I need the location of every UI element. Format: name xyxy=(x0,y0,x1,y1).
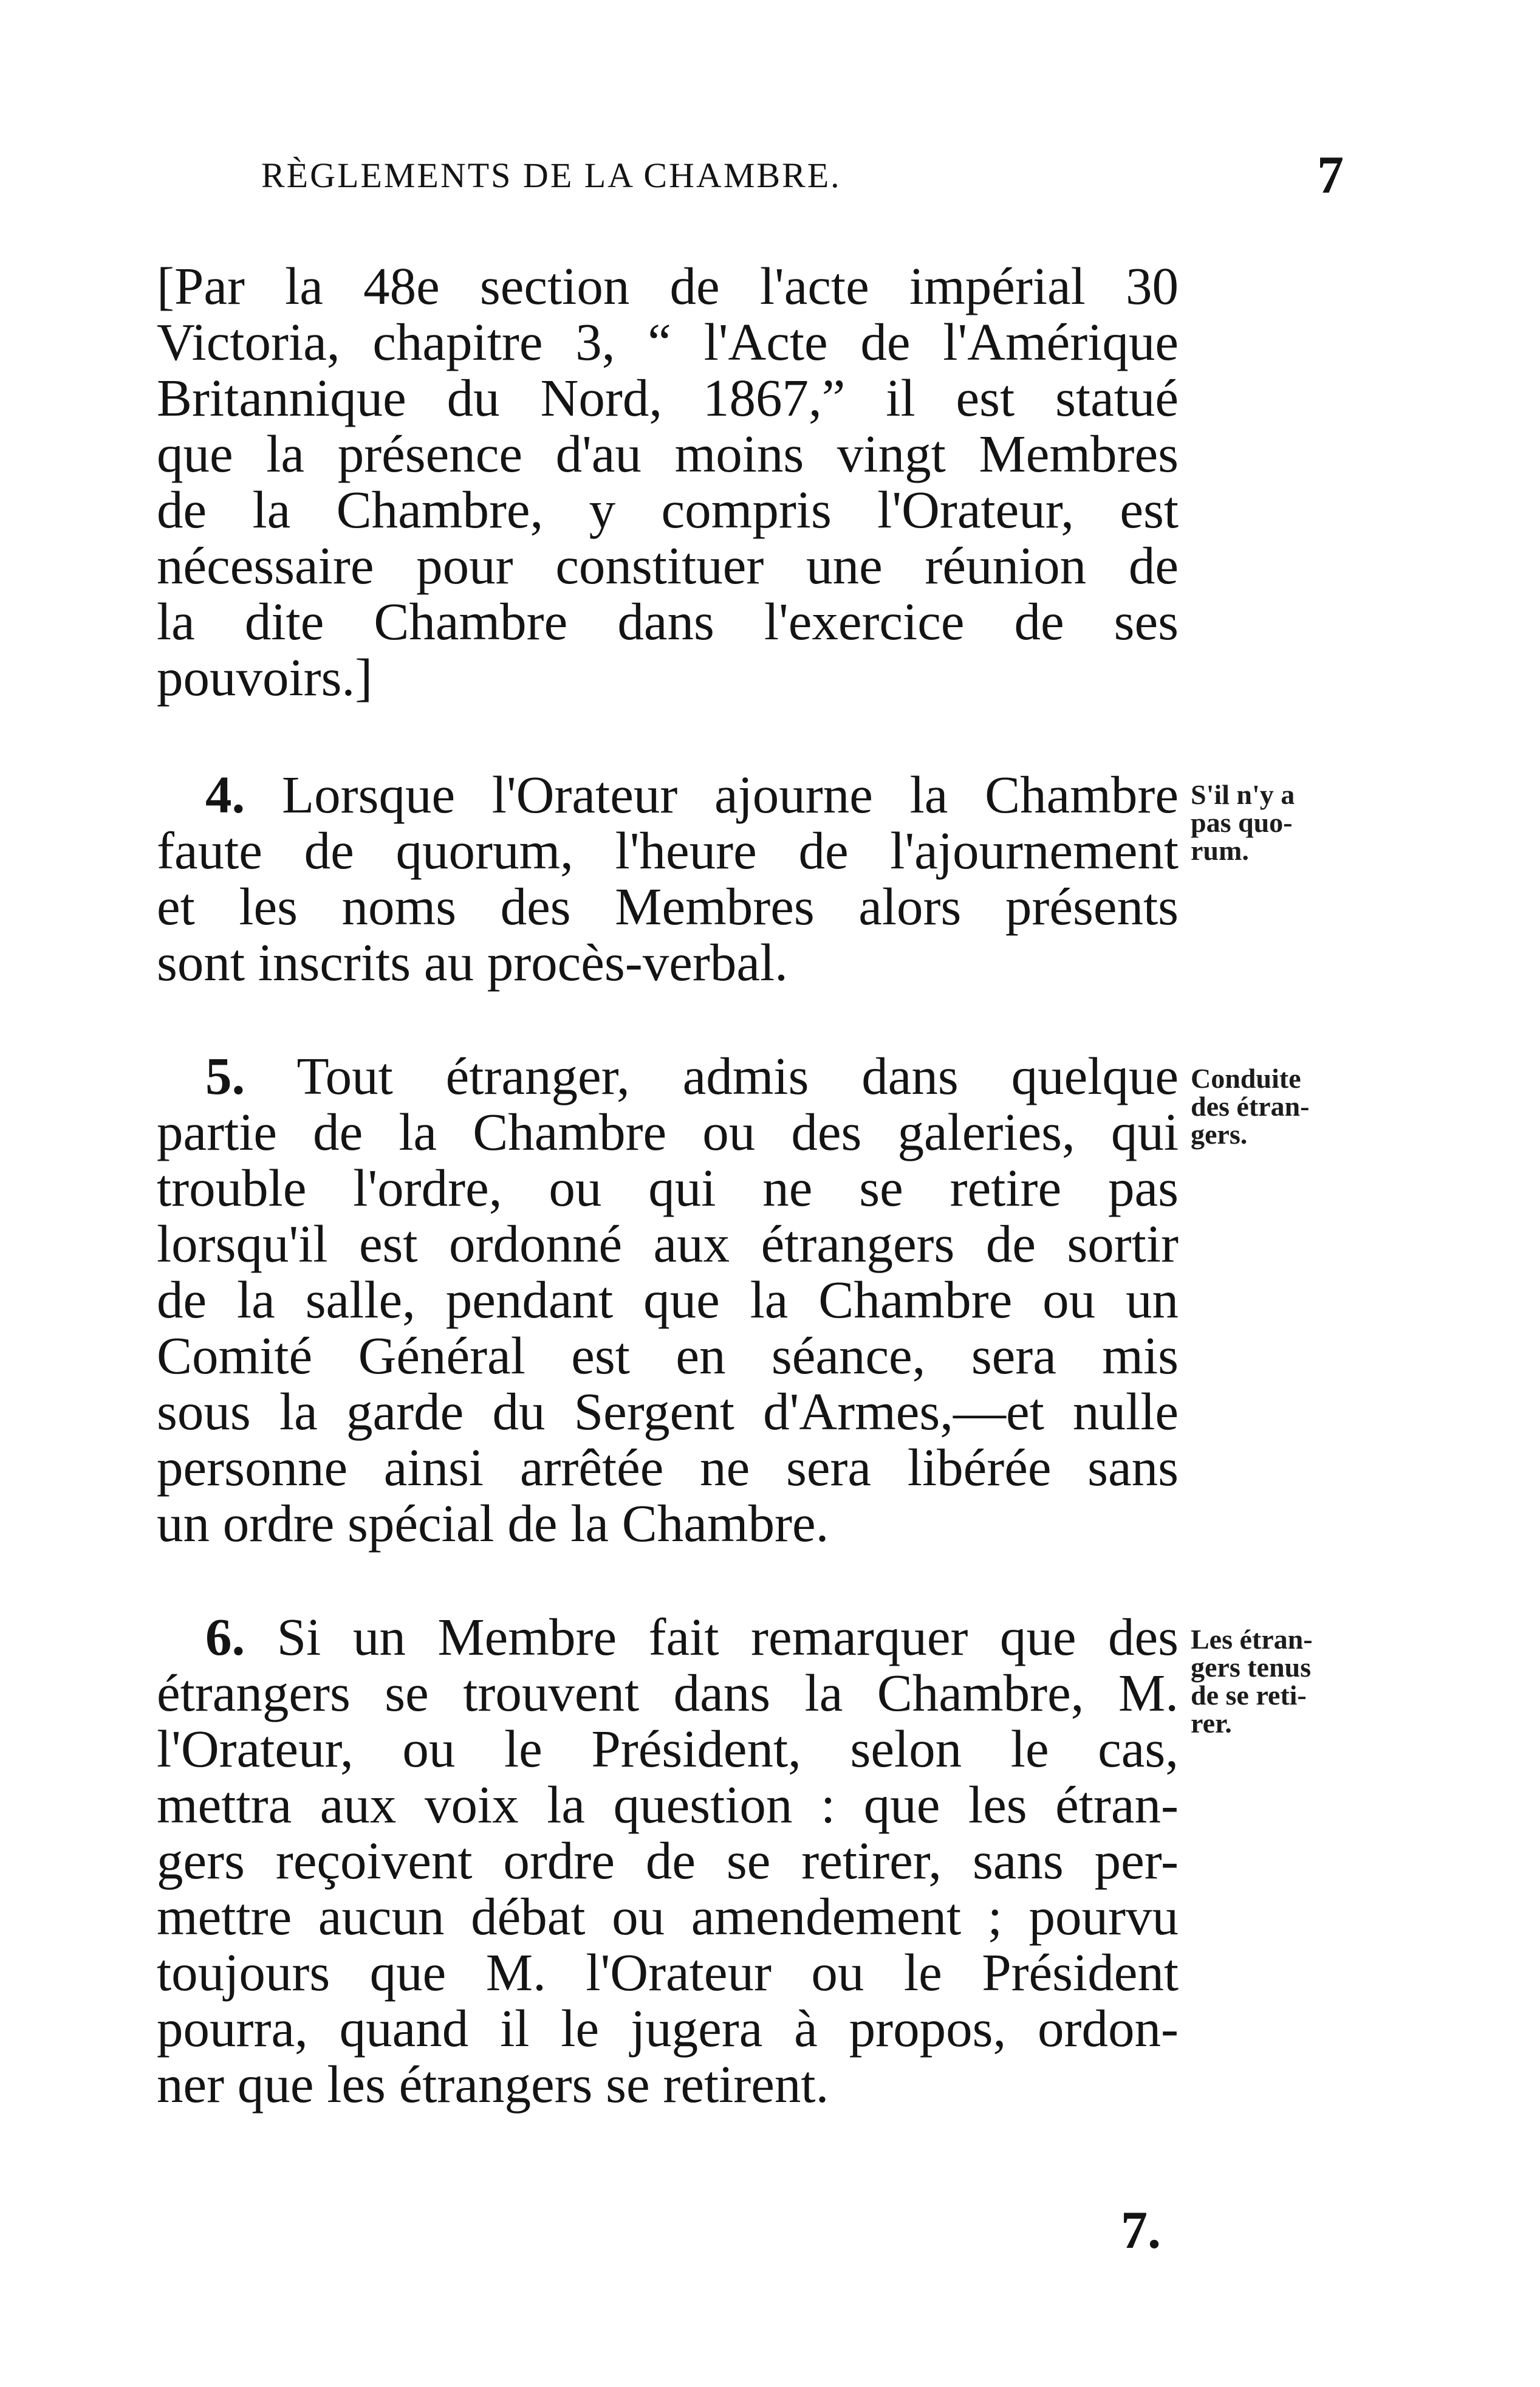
margin-note-line: de se reti- xyxy=(1191,1680,1307,1711)
rule-line: lorsqu'il est ordonné aux étrangers de sortir xyxy=(157,1214,1179,1273)
rule-number: 5. xyxy=(205,1046,245,1105)
rule-line: un ordre spécial de la Chambre. xyxy=(157,1494,829,1553)
note-line: nécessaire pour constituer une réunion de xyxy=(157,536,1179,595)
rule-line: Lorsque l'Orateur ajourne la Chambre xyxy=(281,765,1179,824)
rule-line: pourra, quand il le jugera à propos, ordon- xyxy=(157,1999,1179,2058)
margin-note-line: gers tenus xyxy=(1191,1652,1312,1683)
rule-number: 4. xyxy=(205,765,245,824)
rule-line: de la salle, pendant que la Chambre ou un xyxy=(157,1270,1179,1329)
rule-5 xyxy=(157,1048,1179,1551)
note-line: pouvoirs.] xyxy=(157,648,373,707)
margin-note-quorum xyxy=(1191,781,1391,865)
margin-note-line: Conduite xyxy=(1191,1063,1301,1094)
rule-4 xyxy=(157,767,1179,991)
rule-line: et les noms des Membres alors présents xyxy=(157,877,1179,936)
margin-note-line: rum. xyxy=(1191,835,1249,866)
signature-mark: 7. xyxy=(1121,2201,1161,2260)
rule-line: étrangers se trouvent dans la Chambre, M. xyxy=(157,1663,1179,1722)
rule-6 xyxy=(157,1609,1179,2112)
rule-line: ner que les étrangers se retirent. xyxy=(157,2055,829,2114)
margin-note-line: pas quo- xyxy=(1191,807,1293,838)
note-line: Victoria, chapitre 3, “ l'Acte de l'Amérique xyxy=(157,312,1179,371)
note-line: que la présence d'au moins vingt Membres xyxy=(157,424,1179,483)
rule-line: Tout étranger, admis dans quelque xyxy=(296,1046,1179,1105)
rule-line: mettre aucun débat ou amendement ; pourvu xyxy=(157,1887,1179,1946)
margin-note-line: rer. xyxy=(1191,1708,1232,1739)
note-line: la dite Chambre dans l'exercice de ses xyxy=(157,592,1179,651)
rule-first-line xyxy=(157,1609,1179,1665)
rule-line: mettra aux voix la question : que les étran- xyxy=(157,1775,1179,1834)
rule-first-line xyxy=(157,767,1179,823)
note-line: [Par la 48e section de l'acte impérial 30 xyxy=(157,256,1179,315)
rule-first-line xyxy=(157,1048,1179,1104)
rule-line: partie de la Chambre ou des galeries, qui xyxy=(157,1102,1179,1161)
page-number: 7 xyxy=(1317,146,1344,205)
note-line: Britannique du Nord, 1867,” il est statué xyxy=(157,368,1179,427)
running-title: RÈGLEMENTS DE LA CHAMBRE. xyxy=(261,156,841,195)
rule-line: trouble l'ordre, ou qui ne se retire pas xyxy=(157,1158,1179,1217)
rule-number: 6. xyxy=(205,1607,245,1666)
statute-note xyxy=(157,258,1179,706)
rule-line: faute de quorum, l'heure de l'ajournement xyxy=(157,821,1179,880)
rule-line: Comité Général est en séance, sera mis xyxy=(157,1326,1179,1385)
rule-line: sont inscrits au procès-verbal. xyxy=(157,933,788,992)
rule-line: Si un Membre fait remarquer que des xyxy=(276,1607,1179,1666)
note-line: de la Chambre, y compris l'Orateur, est xyxy=(157,480,1179,539)
margin-note-line: gers. xyxy=(1191,1119,1248,1150)
margin-note-strangers-conduct xyxy=(1191,1065,1391,1149)
rule-line: toujours que M. l'Orateur ou le Président xyxy=(157,1943,1179,2002)
rule-line: personne ainsi arrêtée ne sera libérée sans xyxy=(157,1438,1179,1497)
margin-note-line: Les étran- xyxy=(1191,1624,1313,1655)
rule-line: sous la garde du Sergent d'Armes,—et nulle xyxy=(157,1382,1179,1441)
margin-note-line: S'il n'y a xyxy=(1191,779,1295,810)
rule-line: gers reçoivent ordre de se retirer, sans per- xyxy=(157,1831,1179,1890)
margin-note-line: des étran- xyxy=(1191,1091,1310,1122)
margin-note-strangers-withdraw xyxy=(1191,1626,1391,1737)
rule-line: l'Orateur, ou le Président, selon le cas, xyxy=(157,1719,1179,1778)
